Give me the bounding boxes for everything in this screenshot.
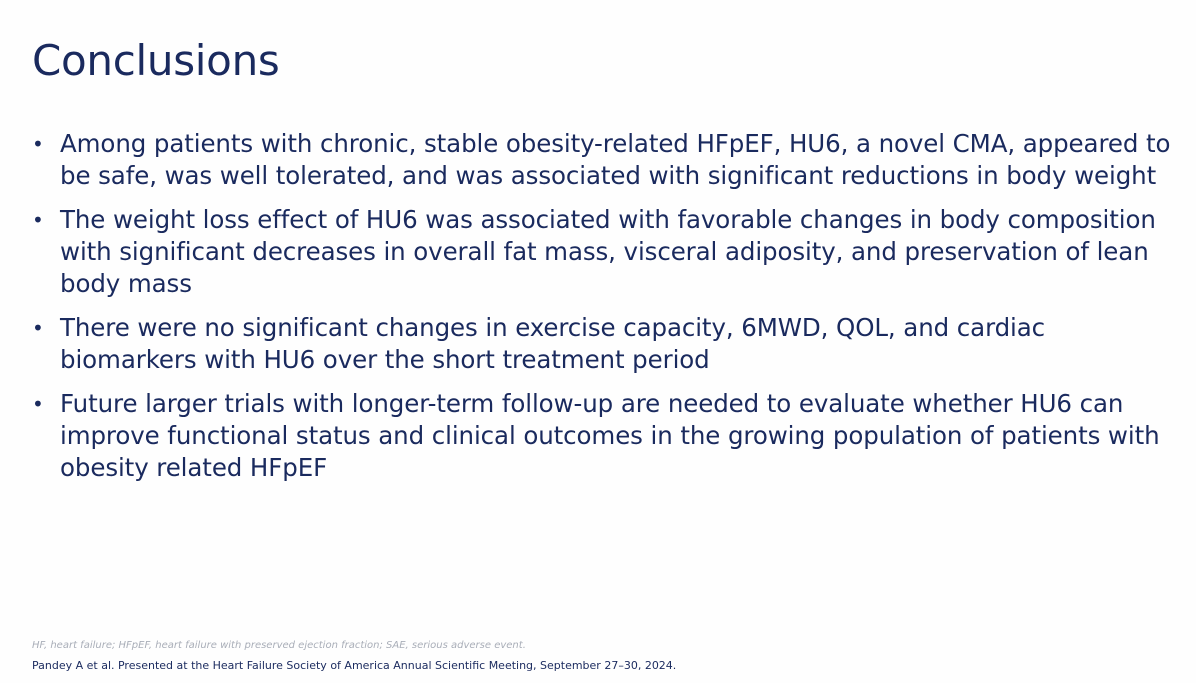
footnote-abbreviations: HF, heart failure; HFpEF, heart failure with preserved ejection fraction; SAE, serious adverse event. [32,640,526,651]
slide-title: Conclusions [32,36,280,85]
bullet-dot-icon: • [32,316,44,340]
bullet-dot-icon: • [32,392,44,416]
bullet-item [30,204,1180,300]
bullet-dot-icon: • [32,132,44,156]
bullet-item [30,388,1180,484]
bullet-text: Among patients with chronic, stable obesity-related HFpEF, HU6, a novel CMA, appeared to be safe, was well tolerated, and was associated with significant reductions in body weight [60,129,1171,190]
footnote-reference: Pandey A et al. Presented at the Heart Failure Society of America Annual Scientific Meeting, September 27–30, 2024. [32,659,677,672]
bullet-dot-icon: • [32,208,44,232]
bullet-text: Future larger trials with longer-term follow-up are needed to evaluate whether HU6 can improve functional status and clinical outcomes in the growing population of patients with obesity related HFpEF [60,389,1160,482]
bullet-item [30,128,1180,192]
bullet-item [30,312,1180,376]
bullet-text: There were no significant changes in exercise capacity, 6MWD, QOL, and cardiac biomarkers with HU6 over the short treatment period [60,313,1046,374]
bullet-text: The weight loss effect of HU6 was associated with favorable changes in body composition with significant decreases in overall fat mass, visceral adiposity, and preservation of lean body mass [60,205,1156,298]
bullet-list [30,128,1180,496]
